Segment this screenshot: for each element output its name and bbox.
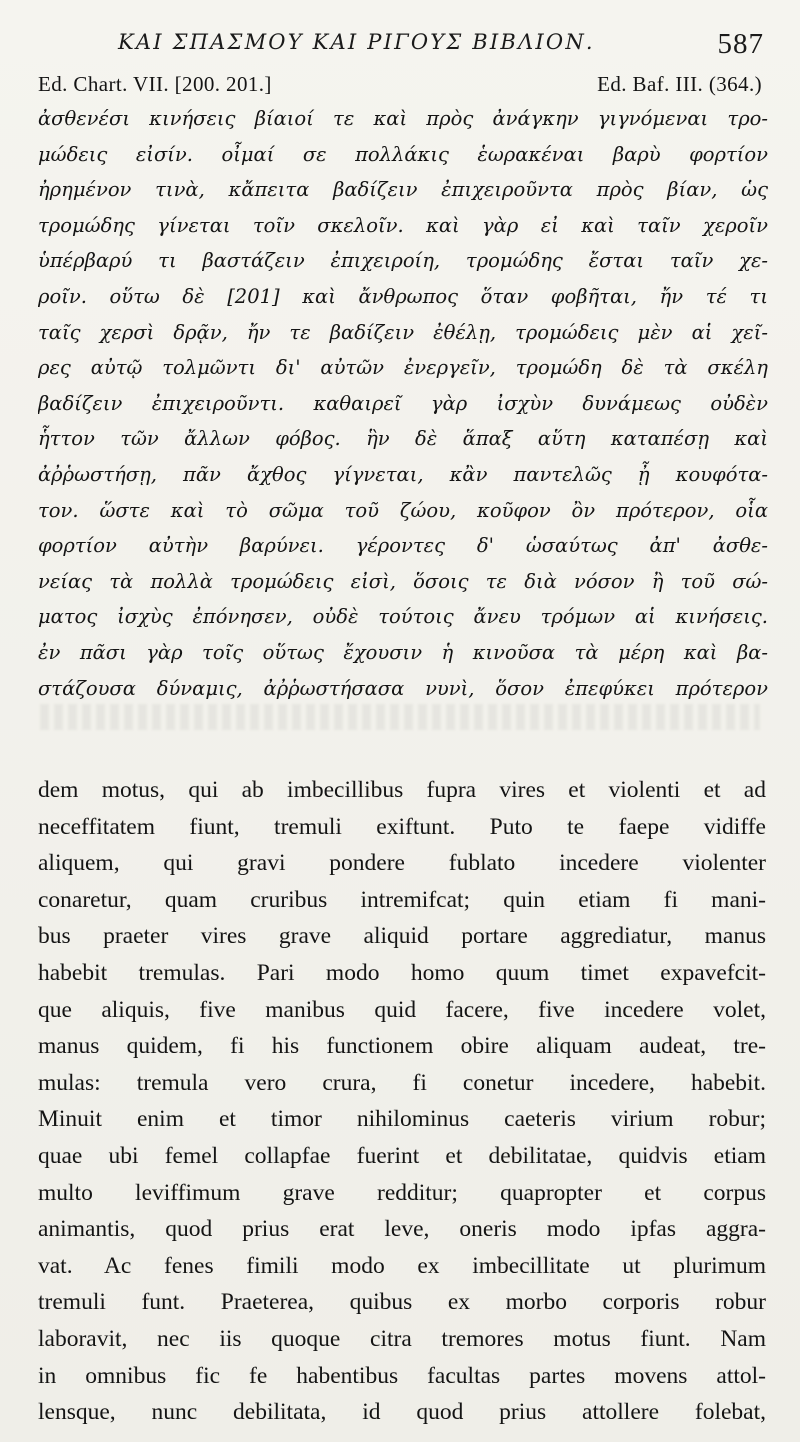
greek-line: τρομώδης γίνεται τοῖν σκελοῖν. καὶ γὰρ εἰ καὶ ταῖν χεροῖν: [38, 213, 768, 237]
latin-line: tremuli funt. Praeterea, quibus ex morbo corporis robur: [38, 1289, 766, 1316]
latin-line: quae ubi femel collapfae fuerint et debilitatae, quidvis etiam: [38, 1142, 766, 1169]
latin-line: que aliquis, five manibus quid facere, five incedere volet,: [38, 996, 766, 1023]
bleed-through-shadow: [40, 704, 760, 730]
greek-line: βαδίζειν ἐπιχειροῦντι. καθαιρεῖ γὰρ ἰσχὺν δυνάμεως οὐδὲν: [38, 391, 768, 415]
greek-line: ρες αὐτῷ τολμῶντι δι' αὐτῶν ἐνεργεῖν, τρομώδη δὲ τὰ σκέλη: [38, 356, 768, 380]
latin-line: lensque, nunc debilitata, id quod prius attollere folebat,: [38, 1399, 766, 1426]
greek-line: ὑπέρβαρύ τι βαστάζειν ἐπιχειροίη, τρομώδης ἔσται ταῖν χε-: [38, 249, 768, 273]
latin-line: animantis, quod prius erat leve, oneris modo ipfas aggra-: [38, 1216, 766, 1243]
greek-line: ἀσθενέσι κινήσεις βίαιοί τε καὶ πρὸς ἀνάγκην γιγνόμεναι τρο-: [38, 107, 768, 130]
greek-line: ἠρημένον τινὰ, κἄπειτα βαδίζειν ἐπιχειροῦντα πρὸς βίαν, ὡς: [38, 178, 768, 202]
edition-references: [38, 72, 762, 102]
latin-line: mulas: tremula vero crura, fi conetur incedere, habebit.: [38, 1069, 766, 1096]
greek-line: στάζουσα δύναμις, ἀῤῥωστήσασα νυνὶ, ὅσον ἐπεφύκει πρότερον: [38, 676, 768, 700]
greek-text-block: [38, 101, 768, 706]
latin-line: vat. Ac fenes fimili modo ex imbecillitate ut plurimum: [38, 1252, 766, 1279]
latin-text-block: [38, 772, 766, 1431]
latin-line: bus praeter vires grave aliquid portare aggrediatur, manus: [38, 923, 766, 950]
greek-line: ταῖς χερσὶ δρᾷν, ἤν τε βαδίζειν ἐθέλῃ, τρομώδεις μὲν αἱ χεῖ-: [38, 320, 768, 344]
latin-line: in omnibus fic fe habentibus facultas partes movens attol-: [38, 1362, 766, 1389]
page-number: 587: [717, 28, 764, 60]
greek-line: ροῖν. οὕτω δὲ [201] καὶ ἄνθρωπος ὅταν φοβῆται, ἤν τέ τι: [38, 284, 768, 308]
running-title: ΚΑΙ ΣΠΑΣΜΟΥ ΚΑΙ ΡΙΓΟΥΣ ΒΙΒΛΙΟΝ.: [118, 30, 595, 54]
latin-line: Minuit enim et timor nihilominus caeteris virium robur;: [38, 1106, 766, 1133]
greek-line: ἧττον τῶν ἄλλων φόβος. ἣν δὲ ἅπαξ αὕτη καταπέσῃ καὶ: [38, 427, 768, 451]
latin-line: conaretur, quam cruribus intremifcat; quin etiam fi mani-: [38, 886, 766, 913]
greek-line: τον. ὥστε καὶ τὸ σῶμα τοῦ ζώου, κοῦφον ὂν πρότερον, οἷα: [38, 498, 768, 522]
greek-line: φορτίον αὐτὴν βαρύνει. γέροντες δ' ὡσαύτως ἀπ' ἀσθε-: [38, 534, 768, 558]
latin-line: habebit tremulas. Pari modo homo quum timet expavefcit-: [38, 959, 766, 986]
latin-line: dem motus, qui ab imbecillibus fupra vires et violenti et ad: [38, 777, 766, 803]
latin-line: multo leviffimum grave redditur; quapropter et corpus: [38, 1179, 766, 1206]
latin-line: neceffitatem fiunt, tremuli exiftunt. Puto te faepe vidiffe: [38, 813, 766, 840]
greek-line: μώδεις εἰσίν. οἶμαί σε πολλάκις ἑωρακέναι βαρὺ φορτίον: [38, 142, 768, 166]
latin-line: laboravit, nec iis quoque citra tremores motus fiunt. Nam: [38, 1325, 766, 1352]
edition-basel: Ed. Baf. III. (364.): [597, 72, 762, 96]
latin-line: aliquem, qui gravi pondere fublato incedere violenter: [38, 850, 766, 877]
edition-chartier: Ed. Chart. VII. [200. 201.]: [38, 72, 272, 96]
greek-line: νείας τὰ πολλὰ τρομώδεις εἰσὶ, ὅσοις τε διὰ νόσον ἢ τοῦ σώ-: [38, 569, 768, 593]
greek-line: ματος ἰσχὺς ἐπόνησεν, οὐδὲ τούτοις ἄνευ τρόμων αἱ κινήσεις.: [38, 605, 768, 629]
latin-line: manus quidem, fi his functionem obire aliquam audeat, tre-: [38, 1033, 766, 1060]
greek-line: ἀῤῥωστήσῃ, πᾶν ἄχθος γίγνεται, κἂν παντελῶς ᾖ κουφότα-: [38, 462, 768, 486]
running-head: [0, 28, 800, 68]
greek-line: ἐν πᾶσι γὰρ τοῖς οὕτως ἔχουσιν ἡ κινοῦσα τὰ μέρη καὶ βα-: [38, 640, 768, 664]
